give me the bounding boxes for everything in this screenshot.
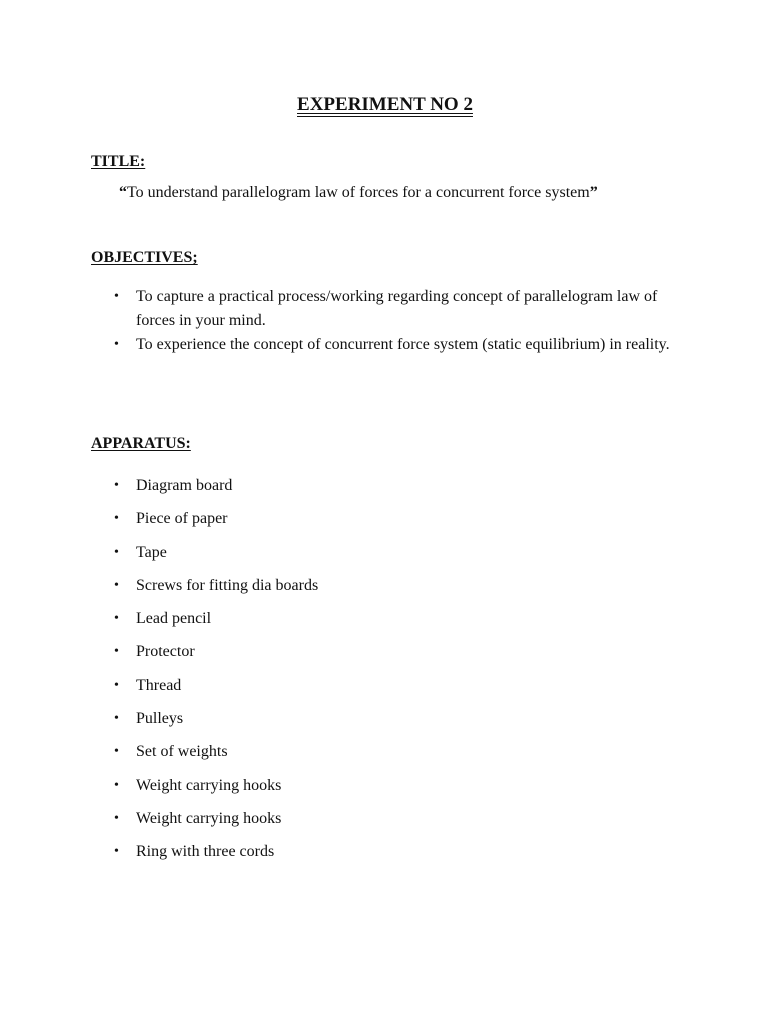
apparatus-item bbox=[0, 607, 676, 640]
title-statement-text: To understand parallelogram law of forces for a concurrent force system bbox=[127, 184, 590, 201]
objective-item bbox=[0, 333, 676, 357]
apparatus-item bbox=[0, 707, 676, 740]
apparatus-item bbox=[0, 474, 676, 507]
apparatus-text: Weight carrying hooks bbox=[136, 809, 282, 827]
apparatus-item bbox=[0, 507, 676, 540]
bullet-icon: • bbox=[114, 577, 119, 593]
apparatus-item bbox=[0, 774, 676, 807]
objective-text: To capture a practical process/working regarding concept of parallelogram law of forces in your mind. bbox=[136, 288, 658, 329]
apparatus-item bbox=[0, 541, 676, 574]
apparatus-item bbox=[0, 840, 676, 873]
close-quote: ” bbox=[589, 184, 598, 201]
bullet-icon: • bbox=[114, 844, 119, 860]
apparatus-text: Weight carrying hooks bbox=[136, 776, 282, 794]
apparatus-item bbox=[0, 640, 676, 673]
apparatus-text: Protector bbox=[136, 643, 195, 661]
objective-text: To experience the concept of concurrent force system (static equilibrium) in reality. bbox=[136, 336, 670, 353]
apparatus-text: Lead pencil bbox=[136, 610, 212, 628]
bullet-icon: • bbox=[114, 337, 119, 352]
bullet-icon: • bbox=[114, 478, 119, 493]
document-title-text: EXPERIMENT NO 2 bbox=[297, 94, 473, 115]
open-quote: “ bbox=[119, 184, 127, 201]
title-statement bbox=[119, 183, 598, 203]
apparatus-text: Ring with three cords bbox=[136, 843, 275, 861]
apparatus-list bbox=[0, 474, 676, 874]
objectives-list bbox=[0, 285, 676, 357]
apparatus-text: Set of weights bbox=[136, 743, 228, 761]
apparatus-text: Screws for fitting dia boards bbox=[136, 576, 319, 594]
apparatus-item bbox=[0, 807, 676, 840]
bullet-icon: • bbox=[114, 677, 119, 693]
bullet-icon: • bbox=[114, 511, 119, 527]
apparatus-heading: APPARATUS: bbox=[91, 435, 191, 452]
apparatus-item bbox=[0, 740, 676, 773]
apparatus-text: Thread bbox=[136, 676, 182, 694]
apparatus-text: Diagram board bbox=[136, 477, 233, 494]
bullet-icon: • bbox=[114, 810, 119, 826]
bullet-icon: • bbox=[114, 711, 119, 727]
objective-item bbox=[0, 285, 676, 333]
bullet-icon: • bbox=[114, 289, 119, 304]
bullet-icon: • bbox=[114, 777, 119, 793]
apparatus-text: Pulleys bbox=[136, 710, 184, 728]
apparatus-text: Tape bbox=[136, 543, 167, 561]
apparatus-text: Piece of paper bbox=[136, 510, 228, 528]
bullet-icon: • bbox=[114, 644, 119, 660]
bullet-icon: • bbox=[114, 611, 119, 627]
apparatus-item bbox=[0, 674, 676, 707]
objectives-heading: OBJECTIVES; bbox=[91, 249, 198, 266]
bullet-icon: • bbox=[114, 744, 119, 760]
title-heading: TITLE: bbox=[91, 153, 146, 170]
document-title bbox=[0, 94, 768, 116]
apparatus-item bbox=[0, 574, 676, 607]
bullet-icon: • bbox=[114, 544, 119, 560]
